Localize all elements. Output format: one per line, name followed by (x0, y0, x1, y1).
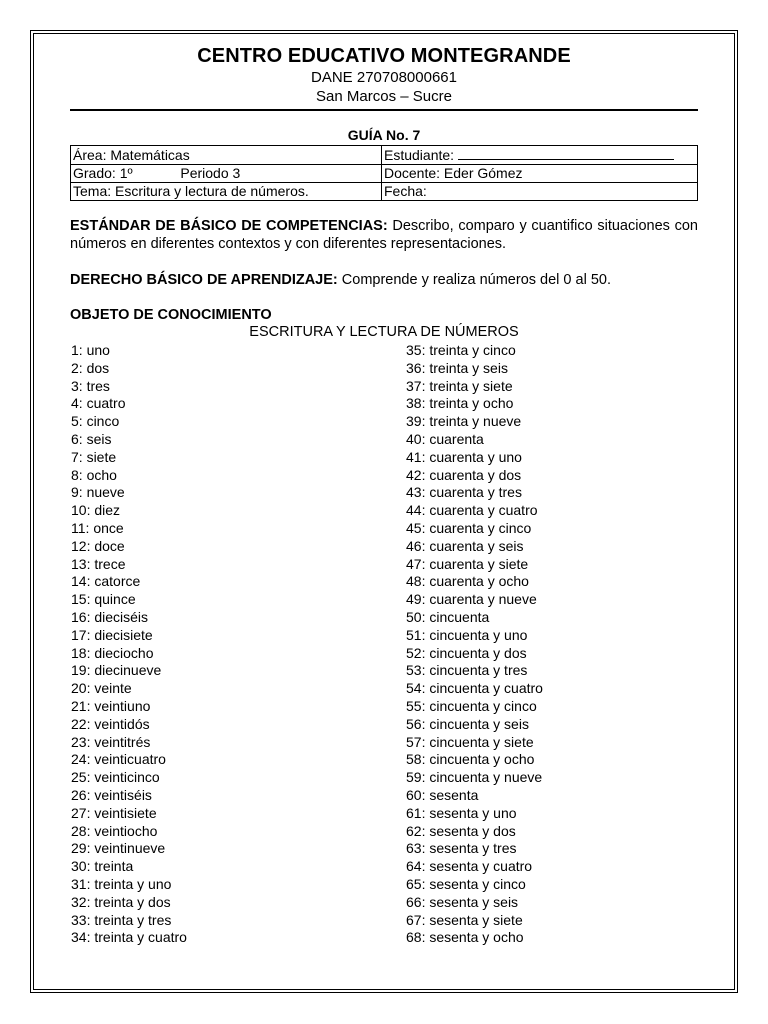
guide-title: GUÍA No. 7 (347, 127, 421, 143)
number-item: 17: diecisiete (71, 626, 153, 643)
number-item: 39: treinta y nueve (406, 413, 522, 430)
number-item: 55: cincuenta y cinco (406, 697, 537, 714)
number-item: 25: veinticinco (71, 769, 160, 786)
number-item: 28: veintiocho (71, 822, 158, 839)
number-item: 15: quince (71, 591, 136, 608)
number-item: 19: diecinueve (71, 662, 162, 679)
number-item: 58: cincuenta y ocho (406, 751, 535, 768)
standard-text: Describo, comparo y cuantifico situaciones con números en diferentes contextos y con diferentes representaciones. (70, 218, 698, 252)
standard-label: ESTÁNDAR DE BÁSICO DE COMPETENCIAS: (70, 218, 388, 234)
number-item: 29: veintinueve (71, 840, 166, 857)
standard-paragraph (70, 217, 698, 253)
number-item: 44: cuarenta y cuatro (406, 502, 538, 519)
number-item: 52: cincuenta y dos (406, 644, 527, 661)
number-item: 30: treinta (71, 858, 134, 875)
numbers-column-right (406, 342, 543, 947)
student-cell (382, 146, 698, 165)
number-item: 50: cincuenta (406, 608, 490, 625)
number-item: 45: cuarenta y cinco (406, 519, 532, 536)
number-item: 23: veintitrés (71, 733, 151, 750)
grade-label: Grado: 1º (73, 165, 133, 181)
number-item: 4: cuatro (71, 395, 126, 412)
number-item: 54: cincuenta y cuatro (406, 680, 543, 697)
number-item: 59: cincuenta y nueve (406, 769, 543, 786)
dba-text: Comprende y realiza números del 0 al 50. (337, 272, 611, 288)
number-item: 53: cincuenta y tres (406, 662, 528, 679)
number-item: 24: veinticuatro (71, 751, 166, 768)
knowledge-title: OBJETO DE CONOCIMIENTO (70, 307, 272, 323)
number-item: 46: cuarenta y seis (406, 537, 524, 554)
number-item: 13: trece (71, 555, 126, 572)
number-item: 8: ocho (71, 466, 117, 483)
number-item: 34: treinta y cuatro (71, 929, 187, 946)
number-item: 56: cincuenta y seis (406, 715, 529, 732)
area-cell: Área: Matemáticas (71, 146, 382, 165)
number-item: 22: veintidós (71, 715, 150, 732)
numbers-column-left (71, 342, 187, 947)
number-item: 66: sesenta y seis (406, 893, 519, 910)
number-item: 11: once (71, 519, 124, 536)
number-item: 49: cuarenta y nueve (406, 591, 537, 608)
number-item: 35: treinta y cinco (406, 342, 516, 358)
number-item: 12: doce (71, 537, 125, 554)
number-item: 47: cuarenta y siete (406, 555, 529, 572)
number-item: 63: sesenta y tres (406, 840, 517, 857)
number-item: 41: cuarenta y uno (406, 448, 522, 465)
number-item: 64: sesenta y cuatro (406, 858, 533, 875)
number-item: 43: cuarenta y tres (406, 484, 522, 501)
number-item: 37: treinta y siete (406, 377, 513, 394)
number-item: 16: dieciséis (71, 608, 149, 625)
number-item: 10: diez (71, 502, 121, 519)
number-item: 65: sesenta y cinco (406, 875, 526, 892)
number-item: 3: tres (71, 377, 110, 394)
teacher-cell: Docente: Eder Gómez (382, 165, 698, 183)
info-table (70, 145, 698, 201)
info-row (71, 183, 698, 201)
dba-paragraph (70, 271, 698, 289)
number-item: 18: dieciocho (71, 644, 154, 661)
student-label: Estudiante: (384, 147, 455, 163)
number-item: 6: seis (71, 430, 112, 447)
number-item: 27: veintisiete (71, 804, 157, 821)
number-item: 32: treinta y dos (71, 893, 171, 910)
date-cell: Fecha: (382, 183, 698, 201)
school-name: CENTRO EDUCATIVO MONTEGRANDE (197, 45, 571, 67)
number-item: 61: sesenta y uno (406, 804, 517, 821)
number-item: 1: uno (71, 342, 110, 358)
topic-cell: Tema: Escritura y lectura de números. (71, 183, 382, 201)
number-item: 40: cuarenta (406, 430, 484, 447)
number-item: 5: cinco (71, 413, 120, 430)
number-item: 36: treinta y seis (406, 359, 508, 376)
number-item: 60: sesenta (406, 786, 479, 803)
numbers-list-title: ESCRITURA Y LECTURA DE NÚMEROS (249, 324, 519, 340)
dane-code: DANE 270708000661 (311, 69, 457, 86)
number-item: 51: cincuenta y uno (406, 626, 528, 643)
number-item: 2: dos (71, 359, 110, 376)
header-divider (70, 109, 698, 111)
info-row (71, 165, 698, 183)
number-item: 48: cuarenta y ocho (406, 573, 529, 590)
period-label: Periodo 3 (180, 165, 241, 181)
dba-label: DERECHO BÁSICO DE APRENDIZAJE: (70, 272, 338, 288)
number-item: 62: sesenta y dos (406, 822, 516, 839)
number-item: 14: catorce (71, 573, 141, 590)
grade-cell (71, 165, 382, 183)
number-item: 31: treinta y uno (71, 875, 172, 892)
number-item: 67: sesenta y siete (406, 911, 523, 928)
document-header (70, 44, 698, 106)
school-location: San Marcos – Sucre (316, 88, 452, 105)
number-item: 42: cuarenta y dos (406, 466, 522, 483)
number-item: 7: siete (71, 448, 117, 465)
student-name-blank[interactable] (458, 146, 674, 160)
number-item: 26: veintiséis (71, 786, 152, 803)
number-item: 57: cincuenta y siete (406, 733, 534, 750)
number-item: 68: sesenta y ocho (406, 929, 524, 946)
number-item: 9: nueve (71, 484, 125, 501)
number-item: 38: treinta y ocho (406, 395, 514, 412)
info-row (71, 146, 698, 165)
number-item: 33: treinta y tres (71, 911, 172, 928)
number-item: 21: veintiuno (71, 697, 151, 714)
number-item: 20: veinte (71, 680, 132, 697)
